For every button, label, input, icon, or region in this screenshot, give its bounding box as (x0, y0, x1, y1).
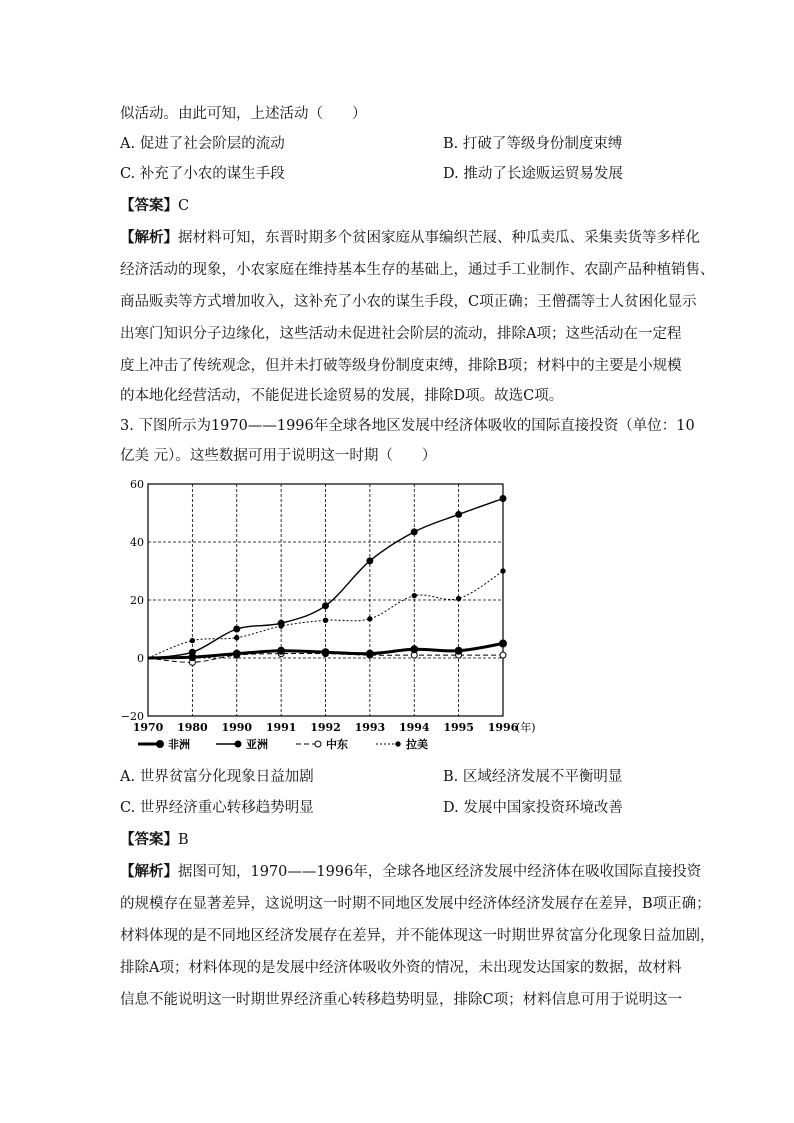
x-tick-label: 1995 (443, 721, 474, 734)
analysis-line: 的本地化经营活动，不能促进长途贸易的发展，排除D项。故选C项。 (120, 388, 564, 404)
answer-tag: 【答案】 (120, 831, 178, 848)
data-point (411, 529, 417, 535)
data-point (500, 496, 506, 502)
option-label: A. (120, 769, 136, 785)
analysis-line: 出寒门知识分子边缘化，这些活动未促进社会阶层的流动，排除A项；这些活动在一定程 (120, 326, 682, 342)
data-point (366, 650, 373, 657)
analysis-line: 【解析】据图可知，1970——1996年，全球各地区经济发展中经济体在吸收国际直接投资 (120, 863, 702, 880)
y-tick-label: 20 (130, 594, 144, 607)
option-label: A. (120, 136, 136, 152)
legend-marker (315, 741, 321, 747)
data-point (500, 652, 506, 658)
answer-line (120, 830, 189, 850)
x-tick-label: 1991 (265, 721, 297, 734)
question-stem: 3. 下图所示为1970——1996年全球各地区发展中经济体吸收的国际直接投资（单位：10 (120, 418, 695, 434)
y-tick-label: 60 (130, 478, 144, 491)
option-label: C. (120, 166, 136, 182)
option-b (443, 134, 622, 154)
answer-line (120, 196, 189, 216)
option-text: 推动了长途贩运贸易发展 (463, 166, 623, 182)
option-text: 打破了等级身份制度束缚 (462, 136, 623, 152)
fdi-line-chart (118, 470, 538, 760)
question-stem-tail: 似活动。由此可知，上述活动（ ） (120, 106, 367, 122)
analysis-line: 的规模存在显著差异，这说明这一时期不同地区发展中经济体经济发展存在差异，B项正确； (120, 896, 711, 912)
option-label: B. (443, 136, 459, 152)
answer-value: B (178, 832, 189, 848)
legend-label: 亚洲 (246, 738, 268, 751)
x-axis-suffix: (年) (516, 721, 536, 734)
x-tick-label: 1994 (398, 721, 430, 734)
data-point (456, 511, 462, 517)
analysis-line: 度上冲击了传统观念，但并未打破等级身份制度束缚，排除B项；材料中的主要是小规模 (120, 358, 682, 374)
x-tick-label: 1980 (177, 721, 208, 734)
option-text: 发展中国家投资环境改善 (463, 800, 623, 816)
x-tick-label: 1992 (310, 721, 341, 734)
option-d (443, 164, 623, 184)
data-point (278, 647, 285, 654)
option-text: 世界经济重心转移趋势明显 (139, 800, 314, 816)
x-tick-label: 1993 (354, 721, 386, 734)
option-c (120, 798, 314, 818)
analysis-line: 信息不能说明这一时期世界经济重心转移趋势明显，排除C项；材料信息可用于说明这一 (120, 992, 683, 1008)
option-a (120, 134, 285, 154)
option-label: C. (120, 800, 136, 816)
data-point (233, 650, 240, 657)
answer-tag: 【答案】 (120, 197, 178, 214)
option-text: 促进了社会阶层的流动 (139, 136, 285, 152)
analysis-line: 材料体现的是不同地区经济发展存在差异，并不能体现这一时期世界贫富分化现象日益加剧， (120, 928, 715, 944)
option-text: 补充了小农的谋生手段 (139, 166, 285, 182)
legend-label: 非洲 (168, 738, 190, 751)
data-point (278, 620, 284, 626)
data-point (367, 558, 373, 564)
analysis-tag: 【解析】 (120, 229, 178, 246)
data-point (456, 596, 460, 600)
data-point (500, 640, 507, 647)
answer-value: C (178, 198, 190, 214)
data-point (412, 593, 416, 597)
analysis-line: 经济活动的现象，小农家庭在维持基本生存的基础上，通过手工业制作、农副产品种植销售、 (120, 262, 715, 278)
data-point (501, 569, 505, 573)
x-tick-label: 1996 (487, 721, 519, 734)
analysis-line: 排除A项；材料体现的是发展中经济体吸收外资的情况，未出现发达国家的数据，故材料 (120, 960, 682, 976)
data-point (411, 646, 418, 653)
y-tick-label: 40 (130, 536, 144, 549)
analysis-tag: 【解析】 (120, 863, 178, 880)
option-text: 区域经济发展不平衡明显 (462, 769, 623, 785)
x-tick-label: 1970 (132, 721, 164, 734)
legend-label: 拉美 (406, 738, 428, 751)
analysis-line: 商品贩卖等方式增加收入，这补充了小农的谋生手段，C项正确；王僧孺等士人贫困化显示 (120, 294, 697, 310)
option-a (120, 767, 314, 787)
legend-label: 中东 (326, 738, 348, 751)
data-point (323, 603, 329, 609)
data-point (189, 654, 196, 661)
legend-marker (157, 741, 164, 748)
option-b (443, 767, 622, 787)
data-point (322, 649, 329, 656)
data-point (323, 618, 327, 622)
data-point (455, 647, 462, 654)
y-tick-label: −20 (120, 710, 144, 723)
data-point (234, 626, 240, 632)
option-label: D. (443, 800, 459, 816)
option-label: D. (443, 166, 459, 182)
data-point (235, 636, 239, 640)
question-stem: 亿美 元）。这些数据可用于说明这一时期（ ） (120, 448, 437, 464)
x-tick-label: 1990 (221, 721, 253, 734)
option-d (443, 798, 623, 818)
option-label: B. (443, 769, 459, 785)
legend-marker (396, 742, 400, 746)
data-point (190, 638, 194, 642)
option-text: 世界贫富分化现象日益加剧 (139, 769, 314, 785)
analysis-line: 【解析】据材料可知，东晋时期多个贫困家庭从事编织芒屐、种瓜卖瓜、采集卖货等多样化 (120, 229, 700, 246)
option-c (120, 164, 285, 184)
legend-marker (235, 741, 241, 747)
y-tick-label: 0 (137, 652, 144, 665)
data-point (368, 617, 372, 621)
